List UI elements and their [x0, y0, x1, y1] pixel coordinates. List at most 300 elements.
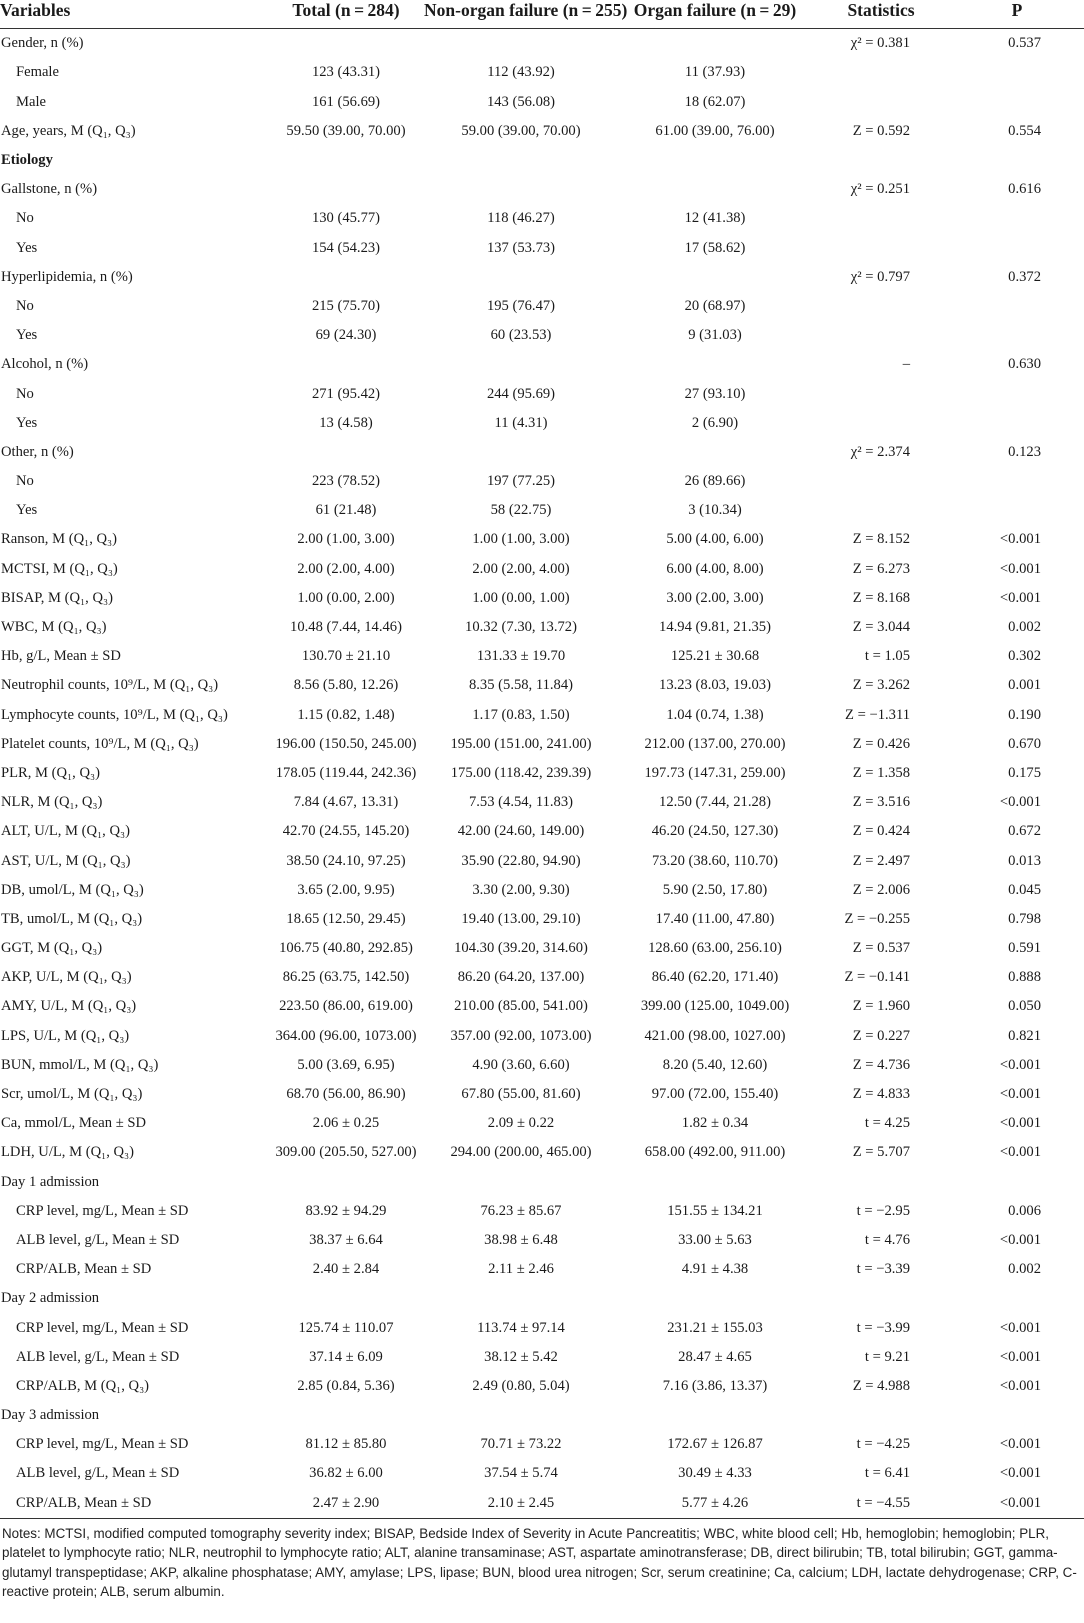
table-row: [0, 1488, 1084, 1518]
cell-non-organ-failure: 2.11 ± 2.46: [488, 1261, 554, 1278]
cell-statistic: Z = 0.592: [852, 122, 910, 139]
cell-p-value: <0.001: [999, 1056, 1041, 1073]
table-row: [0, 263, 1084, 292]
cell-p-value: <0.001: [999, 1319, 1041, 1336]
header-organ-failure: Organ failure (n = 29): [618, 0, 812, 29]
cell-p-value: 0.672: [1008, 823, 1041, 840]
cell-statistic: [812, 146, 950, 175]
cell-variable: No: [16, 473, 34, 490]
cell-variable: AKP, U/L, M (Q₁, Q₃): [1, 969, 132, 986]
cell-statistic: χ² = 0.251: [850, 181, 910, 198]
cell-total: [268, 438, 424, 467]
cell-variable: No: [16, 297, 34, 314]
cell-non-organ-failure: 175.00 (118.42, 239.39): [450, 764, 592, 781]
cell-total: 7.84 (4.67, 13.31): [293, 794, 399, 811]
cell-organ-failure: 28.47 ± 4.65: [678, 1348, 752, 1365]
cell-statistic: [812, 292, 950, 321]
table-row: [0, 584, 1084, 613]
cell-variable: AMY, U/L, M (Q₁, Q₃): [1, 998, 137, 1015]
table-body: [0, 29, 1084, 1519]
cell-statistic: t = −4.55: [812, 1488, 950, 1518]
cell-organ-failure: 33.00 ± 5.63: [678, 1231, 752, 1248]
table-row: [0, 467, 1084, 496]
cell-non-organ-failure: 4.90 (3.60, 6.60): [472, 1056, 570, 1073]
cell-variable: Gallstone, n (%): [1, 181, 98, 198]
cell-non-organ-failure: [424, 1401, 618, 1430]
cell-statistic: Z = 2.497: [852, 852, 910, 869]
cell-total: 223.50 (86.00, 619.00): [279, 998, 413, 1015]
table-row: [0, 554, 1084, 583]
cell-variable: LDH, U/L, M (Q₁, Q₃): [1, 1144, 134, 1161]
cell-statistic: [812, 379, 950, 408]
table-row: [0, 963, 1084, 992]
cell-organ-failure: 172.67 ± 126.87: [667, 1436, 763, 1453]
cell-organ-failure: 197.73 (147.31, 259.00): [644, 764, 786, 781]
cell-statistic: [812, 408, 950, 437]
cell-variable: No: [16, 385, 34, 402]
cell-statistic: Z = 3.262: [852, 677, 910, 694]
cell-non-organ-failure: 294.00 (200.00, 465.00): [450, 1144, 592, 1161]
cell-organ-failure: [618, 263, 812, 292]
cell-non-organ-failure: 42.00 (24.60, 149.00): [457, 823, 585, 840]
cell-statistic: [812, 1167, 950, 1196]
cell-total: 1.15 (0.82, 1.48): [297, 706, 395, 723]
cell-variable: ALB level, g/L, Mean ± SD: [16, 1231, 180, 1248]
cell-variable: Platelet counts, 10⁹/L, M (Q₁, Q₃): [1, 735, 199, 752]
table-row: [0, 817, 1084, 846]
cell-total: 38.50 (24.10, 97.25): [286, 852, 406, 869]
cell-non-organ-failure: 118 (46.27): [487, 210, 555, 227]
cell-organ-failure: 12 (41.38): [684, 210, 746, 227]
cell-p-value: 0.554: [1008, 122, 1041, 139]
cell-p-value: 0.002: [1008, 1261, 1041, 1278]
cell-variable: Female: [16, 64, 59, 81]
cell-p-value: <0.001: [999, 1436, 1041, 1453]
table-row: [0, 496, 1084, 525]
table-row: [0, 525, 1084, 554]
table-row: [0, 1401, 1084, 1430]
cell-statistic: [812, 1284, 950, 1313]
table-row: [0, 759, 1084, 788]
table-row: [0, 408, 1084, 437]
cell-variable: TB, umol/L, M (Q₁, Q₃): [1, 910, 143, 927]
cell-non-organ-failure: 60 (23.53): [490, 327, 552, 344]
header-non-organ-failure: Non-organ failure (n = 255): [424, 0, 618, 29]
cell-non-organ-failure: [424, 1284, 618, 1313]
cell-organ-failure: 20 (68.97): [684, 297, 746, 314]
cell-organ-failure: [618, 175, 812, 204]
cell-p-value: [950, 467, 1084, 496]
cell-p-value: [950, 379, 1084, 408]
cell-total: 13 (4.58): [319, 414, 373, 431]
cell-non-organ-failure: 10.32 (7.30, 13.72): [465, 619, 577, 636]
cell-non-organ-failure: 58 (22.75): [490, 502, 552, 519]
cell-p-value: 0.045: [1008, 881, 1041, 898]
cell-non-organ-failure: 8.35 (5.58, 11.84): [468, 677, 574, 694]
cell-p-value: 0.123: [1008, 443, 1041, 460]
cell-total: 86.25 (63.75, 142.50): [282, 969, 410, 986]
cell-total: 68.70 (56.00, 86.90): [286, 1086, 406, 1103]
cell-non-organ-failure: 112 (43.92): [487, 64, 555, 81]
cell-statistic: Z = 8.168: [852, 589, 910, 606]
cell-statistic: [812, 321, 950, 350]
cell-p-value: <0.001: [999, 1465, 1041, 1482]
cell-total: 130 (45.77): [311, 210, 381, 227]
cell-organ-failure: 231.21 ± 155.03: [667, 1319, 763, 1336]
cell-non-organ-failure: 67.80 (55.00, 81.60): [461, 1086, 581, 1103]
cell-p-value: [950, 204, 1084, 233]
cell-p-value: <0.001: [999, 1086, 1041, 1103]
cell-variable: AST, U/L, M (Q₁, Q₃): [1, 852, 131, 869]
cell-non-organ-failure: 70.71 ± 73.22: [480, 1436, 562, 1453]
cell-statistic: [812, 58, 950, 87]
cell-organ-failure: [618, 1284, 812, 1313]
cell-total: 2.00 (2.00, 4.00): [297, 560, 395, 577]
cell-organ-failure: 26 (89.66): [684, 473, 746, 490]
cell-variable: Yes: [16, 327, 38, 344]
cell-non-organ-failure: 38.98 ± 6.48: [484, 1231, 558, 1248]
cell-total: 18.65 (12.50, 29.45): [286, 910, 406, 927]
cell-variable: Yes: [16, 239, 38, 256]
cell-p-value: 0.013: [1008, 852, 1041, 869]
cell-total: 364.00 (96.00, 1073.00): [275, 1027, 417, 1044]
cell-organ-failure: 1.82 ± 0.34: [681, 1115, 749, 1132]
cell-statistic: χ² = 0.381: [850, 35, 910, 52]
cell-non-organ-failure: 137 (53.73): [486, 239, 556, 256]
cell-statistic: [812, 1401, 950, 1430]
cell-variable: CRP level, mg/L, Mean ± SD: [16, 1202, 189, 1219]
cell-variable: Yes: [16, 502, 38, 519]
table-row: [0, 233, 1084, 262]
table-row: [0, 1459, 1084, 1488]
cell-organ-failure: 7.16 (3.86, 13.37): [662, 1377, 768, 1394]
cell-organ-failure: 128.60 (63.00, 256.10): [648, 940, 782, 957]
cell-organ-failure: 4.91 ± 4.38: [681, 1261, 749, 1278]
table-row: [0, 875, 1084, 904]
cell-non-organ-failure: [424, 175, 618, 204]
cell-variable: GGT, M (Q₁, Q₃): [1, 940, 103, 957]
cell-p-value: [950, 87, 1084, 116]
cell-variable: ALB level, g/L, Mean ± SD: [16, 1465, 180, 1482]
cell-variable: CRP/ALB, Mean ± SD: [16, 1261, 152, 1278]
cell-total: [268, 146, 424, 175]
cell-statistic: Z = 0.537: [852, 940, 910, 957]
cell-p-value: [950, 233, 1084, 262]
cell-non-organ-failure: 197 (77.25): [486, 473, 556, 490]
cell-p-value: 0.002: [1008, 619, 1041, 636]
cell-organ-failure: 30.49 ± 4.33: [678, 1465, 752, 1482]
table-header: [0, 0, 1084, 29]
cell-statistic: t = −3.39: [856, 1261, 910, 1278]
cell-organ-failure: 8.20 (5.40, 12.60): [662, 1056, 768, 1073]
table-row: [0, 438, 1084, 467]
table-row: [0, 730, 1084, 759]
cell-organ-failure: 5.00 (4.00, 6.00): [666, 531, 764, 548]
table-row: [0, 29, 1084, 59]
cell-non-organ-failure: 143 (56.08): [486, 93, 556, 110]
cell-total: 125.74 ± 110.07: [298, 1319, 394, 1336]
cell-organ-failure: 399.00 (125.00, 1049.00): [640, 998, 790, 1015]
cell-total: [268, 1284, 424, 1313]
cell-non-organ-failure: [424, 350, 618, 379]
cell-non-organ-failure: [424, 146, 618, 175]
cell-statistic: Z = 4.736: [852, 1056, 910, 1073]
cell-total: 309.00 (205.50, 527.00): [275, 1144, 417, 1161]
cell-organ-failure: 6.00 (4.00, 8.00): [666, 560, 764, 577]
table-row: [0, 146, 1084, 175]
cell-non-organ-failure: 2.10 ± 2.45: [424, 1488, 618, 1518]
cell-non-organ-failure: 113.74 ± 97.14: [477, 1319, 565, 1336]
cell-organ-failure: 17 (58.62): [684, 239, 746, 256]
table-row: [0, 1021, 1084, 1050]
header-variables: Variables: [0, 0, 268, 29]
cell-non-organ-failure: 3.30 (2.00, 9.30): [472, 881, 570, 898]
cell-variable: PLR, M (Q₁, Q₃): [1, 764, 100, 781]
cell-p-value: [950, 1401, 1084, 1430]
cell-total: 37.14 ± 6.09: [309, 1348, 383, 1365]
cell-non-organ-failure: 2.09 ± 0.22: [487, 1115, 555, 1132]
cell-organ-failure: [618, 1167, 812, 1196]
cell-p-value: 0.302: [1008, 648, 1041, 665]
cell-organ-failure: 212.00 (137.00, 270.00): [644, 735, 786, 752]
cell-non-organ-failure: 1.00 (0.00, 1.00): [472, 589, 570, 606]
cell-total: 5.00 (3.69, 6.95): [297, 1056, 395, 1073]
cell-organ-failure: 9 (31.03): [688, 327, 742, 344]
cell-non-organ-failure: 195.00 (151.00, 241.00): [450, 735, 592, 752]
cell-p-value: [950, 292, 1084, 321]
cell-total: 2.06 ± 0.25: [312, 1115, 380, 1132]
cell-statistic: t = −3.99: [856, 1319, 910, 1336]
cell-organ-failure: 151.55 ± 134.21: [667, 1202, 763, 1219]
cell-total: 10.48 (7.44, 14.46): [290, 619, 402, 636]
cell-p-value: 0.001: [1008, 677, 1041, 694]
cell-organ-failure: 18 (62.07): [684, 93, 746, 110]
table-row: [0, 350, 1084, 379]
table-row: [0, 992, 1084, 1021]
table-row: [0, 846, 1084, 875]
cell-statistic: Z = 3.044: [852, 619, 910, 636]
cell-statistic: Z = 1.960: [852, 998, 910, 1015]
cell-total: 223 (78.52): [311, 473, 381, 490]
cell-total: 161 (56.69): [311, 93, 381, 110]
cell-total: 154 (54.23): [311, 239, 381, 256]
cell-organ-failure: 421.00 (98.00, 1027.00): [644, 1027, 786, 1044]
cell-organ-failure: 73.20 (38.60, 110.70): [652, 852, 778, 869]
cell-variable: DB, umol/L, M (Q₁, Q₃): [1, 881, 144, 898]
table-row: [0, 905, 1084, 934]
cell-non-organ-failure: 7.53 (4.54, 11.83): [468, 794, 574, 811]
cell-total: 2.00 (1.00, 3.00): [297, 531, 395, 548]
cell-p-value: [950, 146, 1084, 175]
cell-p-value: 0.050: [1008, 998, 1041, 1015]
cell-p-value: [950, 408, 1084, 437]
cell-organ-failure: [618, 1401, 812, 1430]
table-row: [0, 1080, 1084, 1109]
cell-organ-failure: 14.94 (9.81, 21.35): [659, 619, 771, 636]
cell-non-organ-failure: 357.00 (92.00, 1073.00): [450, 1027, 592, 1044]
cell-total: 42.70 (24.55, 145.20): [282, 823, 410, 840]
cell-non-organ-failure: 2.00 (2.00, 4.00): [472, 560, 570, 577]
cell-variable: BISAP, M (Q₁, Q₃): [1, 589, 113, 606]
cell-p-value: <0.001: [999, 794, 1041, 811]
cell-p-value: [950, 1284, 1084, 1313]
table-row: [0, 934, 1084, 963]
cell-organ-failure: 61.00 (39.00, 76.00): [655, 122, 775, 139]
table-row: [0, 117, 1084, 146]
cell-variable: WBC, M (Q₁, Q₃): [1, 619, 107, 636]
cell-total: [268, 175, 424, 204]
cell-total: 1.00 (0.00, 2.00): [297, 589, 395, 606]
cell-variable: Yes: [16, 414, 38, 431]
cell-p-value: 0.006: [1008, 1202, 1041, 1219]
cell-organ-failure: 46.20 (24.50, 127.30): [651, 823, 779, 840]
table-row: [0, 671, 1084, 700]
table-row: [0, 613, 1084, 642]
cell-statistic: Z = 0.426: [852, 735, 910, 752]
table-row: [0, 321, 1084, 350]
cell-variable: LPS, U/L, M (Q₁, Q₃): [1, 1027, 130, 1044]
cell-variable: Scr, umol/L, M (Q₁, Q₃): [1, 1086, 143, 1103]
cell-variable: Ranson, M (Q₁, Q₃): [1, 531, 117, 548]
cell-statistic: [812, 467, 950, 496]
cell-organ-failure: [618, 29, 812, 59]
cell-statistic: Z = 0.424: [852, 823, 910, 840]
header-row: [0, 0, 1084, 29]
cell-statistic: Z = 8.152: [852, 531, 910, 548]
cell-p-value: 0.821: [1008, 1027, 1041, 1044]
table-row: [0, 292, 1084, 321]
cell-statistic: Z = 4.988: [852, 1377, 910, 1394]
cell-statistic: t = 6.41: [864, 1465, 910, 1482]
cell-variable: Gender, n (%): [1, 35, 84, 52]
cell-total: 38.37 ± 6.64: [309, 1231, 383, 1248]
cell-variable: Male: [16, 93, 46, 110]
cell-non-organ-failure: 35.90 (22.80, 94.90): [461, 852, 581, 869]
cell-organ-failure: 5.77 ± 4.26: [618, 1488, 812, 1518]
cell-organ-failure: [618, 146, 812, 175]
table-row: [0, 788, 1084, 817]
cell-total: 123 (43.31): [311, 64, 381, 81]
header-statistics: Statistics: [812, 0, 950, 29]
table-row: [0, 1372, 1084, 1401]
cell-variable: CRP/ALB, M (Q₁, Q₃): [16, 1377, 150, 1394]
table-notes: Notes: MCTSI, modified computed tomography severity index; BISAP, Bedside Index of Severity in Acute Pancreatitis; WBC, white blood cell; Hb, hemoglobin; hemoglobin; PLR, platelet to lymphocyte ratio; NLR, neutrophil to lymphocyte ratio; ALT, alanine transaminase; AST, aspartate aminotransferase; DB, direct bilirubin; TB, total bilirubin; GGT, gamma-glutamyl transpeptidase; AKP, alkaline phosphatase; AMY, amylase; LPS, lipase; BUN, blood urea nitrogen; Scr, serum creatinine; Ca, calcium; LDH, lactate dehydrogenase; CRP, C-reactive protein; ALB, serum albumin.: [2, 1525, 1077, 1600]
cell-variable: CRP level, mg/L, Mean ± SD: [16, 1436, 189, 1453]
cell-organ-failure: 27 (93.10): [684, 385, 746, 402]
cell-non-organ-failure: 86.20 (64.20, 137.00): [457, 969, 585, 986]
cell-statistic: Z = 0.227: [852, 1027, 910, 1044]
cell-p-value: [950, 321, 1084, 350]
cell-variable: Day 1 admission: [1, 1173, 100, 1190]
cell-organ-failure: 3 (10.34): [688, 502, 742, 519]
cell-p-value: <0.001: [999, 589, 1041, 606]
cell-total: 178.05 (119.44, 242.36): [275, 764, 417, 781]
cell-statistic: [812, 204, 950, 233]
table-row: [0, 1138, 1084, 1167]
cell-p-value: <0.001: [999, 560, 1041, 577]
cell-organ-failure: 658.00 (492.00, 911.00): [644, 1144, 786, 1161]
table-row: [0, 1430, 1084, 1459]
cell-statistic: Z = 6.273: [852, 560, 910, 577]
cell-variable: NLR, M (Q₁, Q₃): [1, 794, 103, 811]
cell-statistic: Z = −0.141: [844, 969, 910, 986]
cell-p-value: 0.616: [1008, 181, 1041, 198]
cell-non-organ-failure: 131.33 ± 19.70: [476, 648, 566, 665]
cell-statistic: Z = 3.516: [852, 794, 910, 811]
cell-total: 271 (95.42): [311, 385, 381, 402]
cell-organ-failure: 17.40 (11.00, 47.80): [655, 910, 775, 927]
cell-variable: Other, n (%): [1, 443, 74, 460]
cell-p-value: [950, 58, 1084, 87]
cell-variable: Hyperlipidemia, n (%): [1, 268, 133, 285]
cell-statistic: χ² = 2.374: [850, 443, 910, 460]
table-row: [0, 1313, 1084, 1342]
cell-variable: Lymphocyte counts, 10⁹/L, M (Q₁, Q₃): [1, 706, 228, 723]
cell-variable: CRP/ALB, Mean ± SD: [0, 1488, 268, 1518]
cell-p-value: 0.630: [1008, 356, 1041, 373]
cell-non-organ-failure: 19.40 (13.00, 29.10): [461, 910, 581, 927]
cell-statistic: [812, 496, 950, 525]
table-row: [0, 58, 1084, 87]
cell-organ-failure: 2 (6.90): [691, 414, 739, 431]
cell-organ-failure: 13.23 (8.03, 19.03): [659, 677, 771, 694]
table-row: [0, 379, 1084, 408]
table-row: [0, 1051, 1084, 1080]
cell-p-value: <0.001: [999, 1348, 1041, 1365]
cell-p-value: 0.670: [1008, 735, 1041, 752]
cell-statistic: t = 4.76: [864, 1231, 910, 1248]
cell-total: 130.70 ± 21.10: [301, 648, 391, 665]
cell-total: 61 (21.48): [315, 502, 377, 519]
cell-variable: Neutrophil counts, 10⁹/L, M (Q₁, Q₃): [1, 677, 219, 694]
cell-organ-failure: 125.21 ± 30.68: [670, 648, 760, 665]
cell-organ-failure: 12.50 (7.44, 21.28): [659, 794, 771, 811]
cell-statistic: Z = 2.006: [852, 881, 910, 898]
cell-variable: Day 3 admission: [1, 1407, 100, 1424]
table-row: [0, 642, 1084, 671]
cell-non-organ-failure: [424, 438, 618, 467]
cell-p-value: 0.175: [1008, 764, 1041, 781]
cell-non-organ-failure: [424, 29, 618, 59]
cell-non-organ-failure: 76.23 ± 85.67: [480, 1202, 562, 1219]
cell-variable: Alcohol, n (%): [1, 356, 89, 373]
cell-non-organ-failure: 195 (76.47): [486, 297, 556, 314]
cell-p-value: 0.888: [1008, 969, 1041, 986]
table-row: [0, 1255, 1084, 1284]
cell-variable: MCTSI, M (Q₁, Q₃): [1, 560, 118, 577]
cell-p-value: <0.001: [999, 1115, 1041, 1132]
cell-statistic: t = −4.25: [856, 1436, 910, 1453]
cell-total: 215 (75.70): [311, 297, 381, 314]
cell-non-organ-failure: 244 (95.69): [486, 385, 556, 402]
cell-p-value: 0.190: [1008, 706, 1041, 723]
table-row: [0, 87, 1084, 116]
cell-non-organ-failure: 2.49 (0.80, 5.04): [472, 1377, 570, 1394]
cell-statistic: t = 9.21: [864, 1348, 910, 1365]
cell-statistic: [812, 87, 950, 116]
cell-total: 36.82 ± 6.00: [309, 1465, 383, 1482]
cell-variable: CRP level, mg/L, Mean ± SD: [16, 1319, 189, 1336]
table-row: [0, 1284, 1084, 1313]
cell-p-value: [950, 1167, 1084, 1196]
cell-total: 2.47 ± 2.90: [268, 1488, 424, 1518]
cell-p-value: <0.001: [999, 531, 1041, 548]
cell-statistic: t = −2.95: [856, 1202, 910, 1219]
cell-non-organ-failure: 1.17 (0.83, 1.50): [472, 706, 570, 723]
cell-variable: ALB level, g/L, Mean ± SD: [16, 1348, 180, 1365]
cell-total: 2.40 ± 2.84: [312, 1261, 380, 1278]
cell-p-value: 0.372: [1008, 268, 1041, 285]
